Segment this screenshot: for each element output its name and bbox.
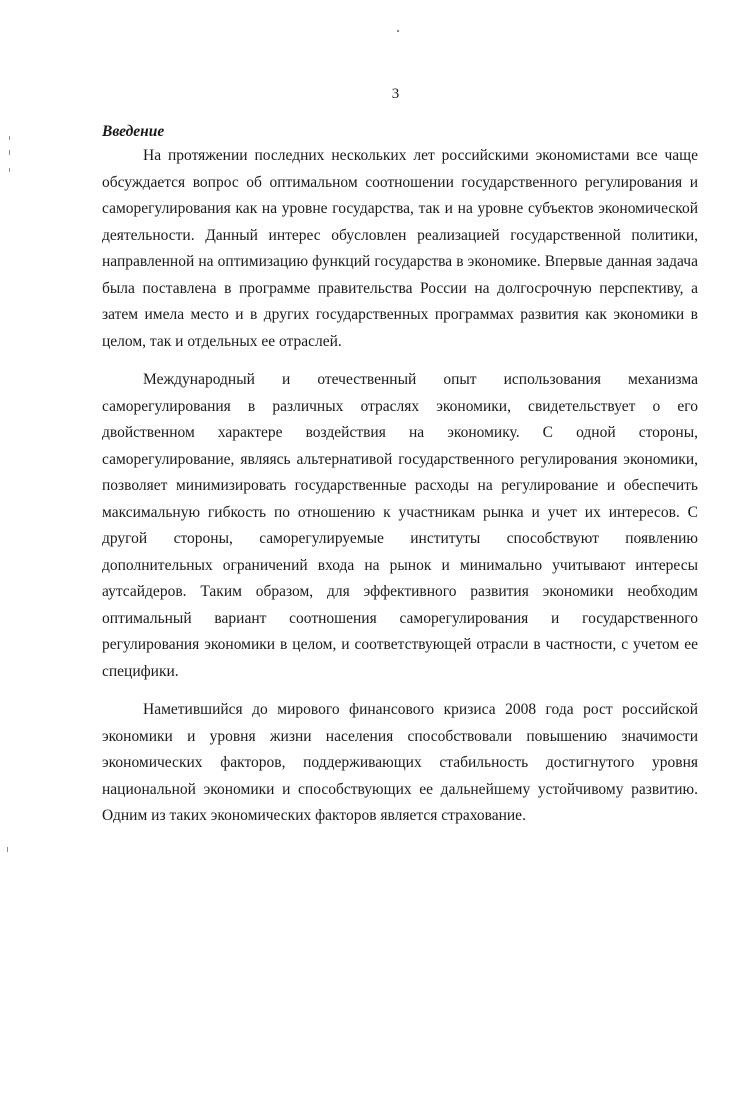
paragraph: На протяжении последних нескольких лет российскими экономистами все чаще обсуждается вопрос об оптимальном соотношении государственного регулирования и саморегулирования как на уровне государства, так и на уровне субъектов экономической деятельности. Данный интерес обусловлен реализацией государственной политики, направленной на оптимизацию функций государства в экономике. Впервые данная задача была поставлена в программе правительства России на долгосрочную перспективу, а затем имела место и в других государственных программах развития как экономики в целом, так и отдельных ее отраслей. (102, 147, 698, 350)
page-number: 3 (391, 86, 400, 102)
scan-artifact (9, 168, 10, 172)
section-heading: Введение (102, 123, 165, 140)
scan-artifact (7, 847, 8, 852)
paragraph: Наметившийся до мирового финансового кризиса 2008 года рост российской экономики и уровня жизни населения способствовали повышению значимости экономических факторов, поддерживающих стабильность достигнутого уровня национальной экономики и способствующих ее дальнейшему устойчивому развитию. Одним из таких экономических факторов является страхование. (102, 701, 698, 824)
scan-artifact (397, 30, 399, 32)
scan-artifact (9, 150, 10, 155)
paragraph: Международный и отечественный опыт использования механизма саморегулирования в различных отраслях экономики, свидетельствует о его двойственном характере воздействия на экономику. С одной стороны, саморегулирование, являясь альтернативой государственного регулирования экономики, позволяет минимизировать государственные расходы на регулирование и обеспечить максимальную гибкость по отношению к участникам рынка и учет их интересов. С другой стороны, саморегулируемые институты способствуют появлению дополнительных ограничений входа на рынок и минимально учитывают интересы аутсайдеров. Таким образом, для эффективного развития экономики необходим оптимальный вариант соотношения саморегулирования и государственного регулирования экономики в целом, и соответствующей отрасли в частности, с учетом ее специфики. (102, 371, 698, 680)
document-body (102, 121, 698, 830)
scan-artifact (9, 136, 10, 140)
